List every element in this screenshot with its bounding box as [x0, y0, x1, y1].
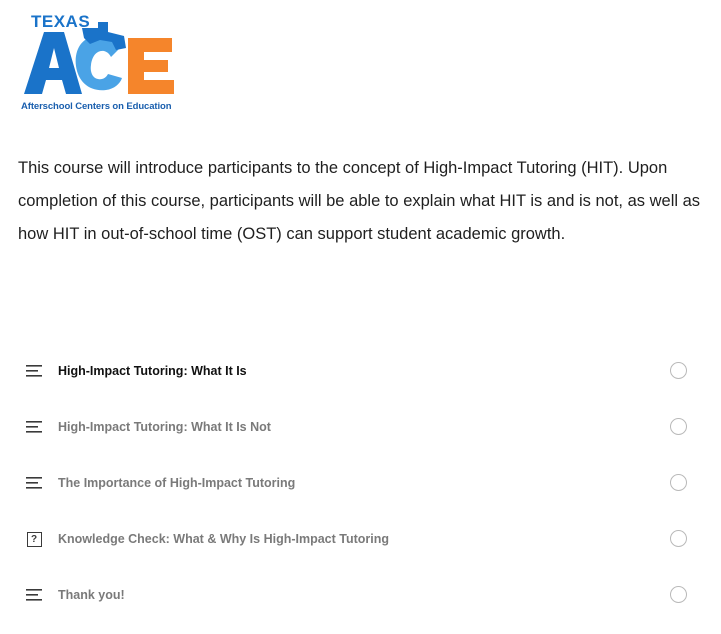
- lines-icon: [25, 418, 43, 436]
- status-circle-icon: [670, 474, 687, 491]
- lesson-item[interactable]: [0, 343, 721, 399]
- logo-texas-text: TEXAS: [31, 12, 91, 31]
- quiz-icon: [25, 530, 43, 548]
- lesson-item[interactable]: [0, 455, 721, 511]
- lesson-title: The Importance of High-Impact Tutoring: [58, 476, 296, 490]
- logo-tagline: Afterschool Centers on Education: [21, 101, 172, 112]
- lesson-list: [0, 343, 721, 623]
- lines-icon: [25, 474, 43, 492]
- lesson-title: Thank you!: [58, 588, 125, 602]
- texas-ace-logo: [20, 12, 182, 112]
- status-circle-icon: [670, 362, 687, 379]
- course-description: This course will introduce participants to the concept of High-Impact Tutoring (HIT). Upon completion of this course, participants will be able to explain what HIT is and is not, as well as how HIT in out-of-school time (OST) can support student academic growth.: [18, 159, 701, 243]
- lines-icon: [25, 586, 43, 604]
- ace-wordmark: [20, 20, 182, 100]
- question-mark-glyph: ?: [27, 532, 42, 547]
- status-circle-icon: [670, 418, 687, 435]
- lesson-item[interactable]: [0, 511, 721, 567]
- lesson-title: Knowledge Check: What & Why Is High-Impact Tutoring: [58, 532, 390, 546]
- lesson-item[interactable]: [0, 567, 721, 623]
- lines-icon: [25, 362, 43, 380]
- status-circle-icon: [670, 530, 687, 547]
- lesson-title: High-Impact Tutoring: What It Is: [58, 364, 247, 378]
- status-circle-icon: [670, 586, 687, 603]
- lesson-title: High-Impact Tutoring: What It Is Not: [58, 420, 271, 434]
- lesson-item[interactable]: [0, 399, 721, 455]
